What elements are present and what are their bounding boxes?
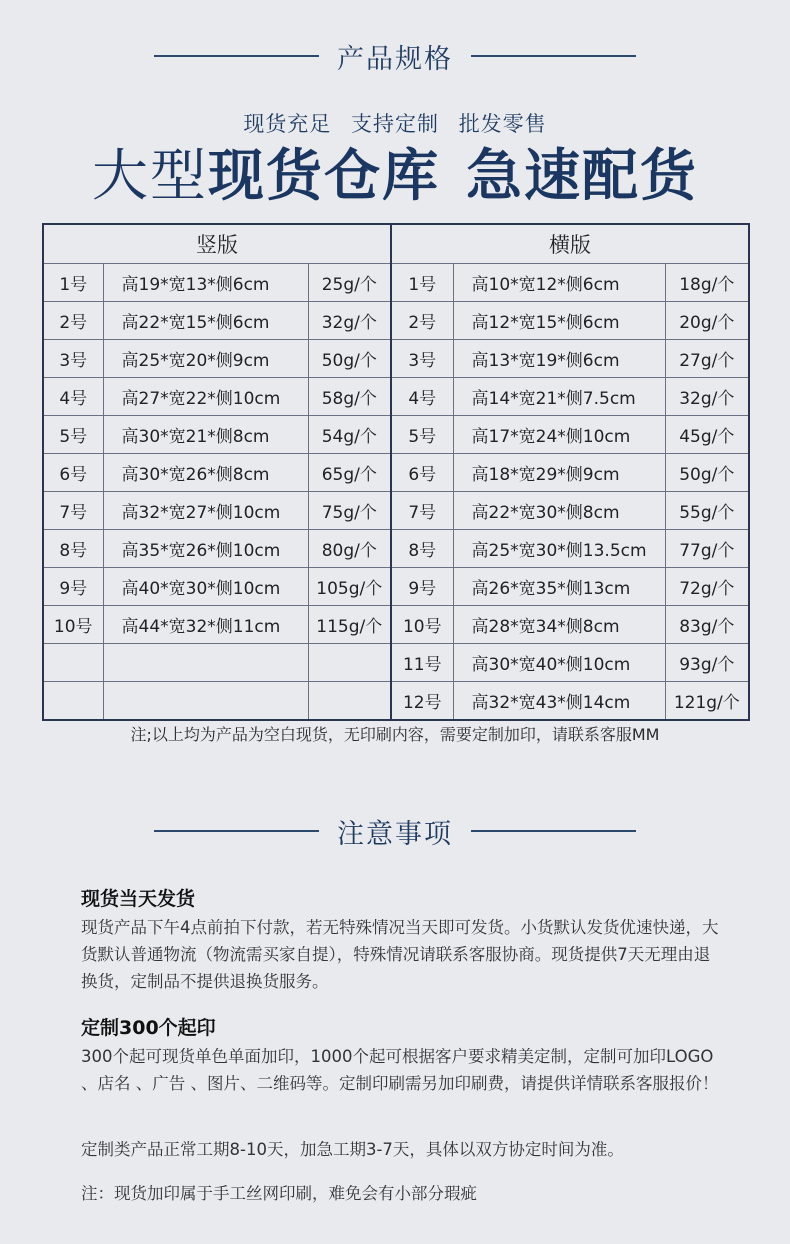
same-day-text: 现货产品下午4点前拍下付款，若无特殊情况当天即可发货。小货默认发货优速快递，大货默认普通物流（物流需买家自提），特殊情况请联系客服协商。现货提供7天无理由退换货，定制品不提供退换货服务。 <box>81 918 719 991</box>
same-day-shipping-block <box>81 884 721 995</box>
vertical-weight-cell: 115g/个 <box>308 606 391 644</box>
horizontal-weight-cell: 27g/个 <box>665 340 749 378</box>
notice-heading-text: 注意事项 <box>337 818 453 850</box>
horizontal-size-cell: 高17*宽24*侧10cm <box>453 416 665 454</box>
vertical-no-cell: 7号 <box>43 492 103 530</box>
heading-line-left <box>154 55 319 57</box>
table-row <box>43 568 749 606</box>
table-note: 注;以上均为产品为空白现货，无印刷内容，需要定制加印，请联系客服MM <box>130 725 660 744</box>
horizontal-no-cell: 1号 <box>391 264 453 302</box>
table-row <box>43 606 749 644</box>
vertical-no-cell <box>43 682 103 721</box>
headline-part-3: 急速配货 <box>466 144 698 209</box>
horizontal-size-cell: 高25*宽30*侧13.5cm <box>453 530 665 568</box>
lead-time-note <box>81 1136 721 1163</box>
vertical-size-cell: 高19*宽13*侧6cm <box>103 264 308 302</box>
vertical-weight-cell: 80g/个 <box>308 530 391 568</box>
horizontal-no-cell: 5号 <box>391 416 453 454</box>
vertical-no-cell: 1号 <box>43 264 103 302</box>
headline <box>0 142 790 212</box>
horizontal-no-cell: 7号 <box>391 492 453 530</box>
horizontal-weight-cell: 32g/个 <box>665 378 749 416</box>
horizontal-size-cell: 高13*宽19*侧6cm <box>453 340 665 378</box>
handmade-text: 注：现货加印属于手工丝网印刷，难免会有小部分瑕疵 <box>81 1184 477 1203</box>
horizontal-no-cell: 12号 <box>391 682 453 721</box>
vertical-no-cell: 2号 <box>43 302 103 340</box>
horizontal-no-cell: 6号 <box>391 454 453 492</box>
horizontal-size-cell: 高28*宽34*侧8cm <box>453 606 665 644</box>
subtitle <box>0 108 790 138</box>
vertical-no-cell: 5号 <box>43 416 103 454</box>
vertical-weight-cell: 25g/个 <box>308 264 391 302</box>
horizontal-no-cell: 4号 <box>391 378 453 416</box>
table-row <box>43 302 749 340</box>
vertical-size-cell: 高30*宽26*侧8cm <box>103 454 308 492</box>
horizontal-weight-cell: 50g/个 <box>665 454 749 492</box>
horizontal-size-cell: 高14*宽21*侧7.5cm <box>453 378 665 416</box>
notice-section-heading <box>0 811 790 851</box>
vertical-size-cell: 高40*宽30*侧10cm <box>103 568 308 606</box>
vertical-header: 竖版 <box>43 224 391 264</box>
heading-line-left <box>154 830 319 832</box>
vertical-no-cell: 8号 <box>43 530 103 568</box>
horizontal-no-cell: 10号 <box>391 606 453 644</box>
horizontal-weight-cell: 121g/个 <box>665 682 749 721</box>
vertical-weight-cell: 65g/个 <box>308 454 391 492</box>
vertical-no-cell: 9号 <box>43 568 103 606</box>
custom-print-block <box>81 1013 721 1097</box>
vertical-size-cell: 高44*宽32*侧11cm <box>103 606 308 644</box>
horizontal-no-cell: 8号 <box>391 530 453 568</box>
vertical-weight-cell: 54g/个 <box>308 416 391 454</box>
horizontal-weight-cell: 45g/个 <box>665 416 749 454</box>
vertical-size-cell <box>103 644 308 682</box>
horizontal-size-cell: 高10*宽12*侧6cm <box>453 264 665 302</box>
horizontal-size-cell: 高32*宽43*侧14cm <box>453 682 665 721</box>
horizontal-header: 横版 <box>391 224 749 264</box>
horizontal-weight-cell: 77g/个 <box>665 530 749 568</box>
horizontal-no-cell: 11号 <box>391 644 453 682</box>
horizontal-no-cell: 3号 <box>391 340 453 378</box>
horizontal-weight-cell: 55g/个 <box>665 492 749 530</box>
horizontal-size-cell: 高22*宽30*侧8cm <box>453 492 665 530</box>
vertical-no-cell: 4号 <box>43 378 103 416</box>
spec-table <box>42 223 750 721</box>
horizontal-size-cell: 高18*宽29*侧9cm <box>453 454 665 492</box>
subtitle-item: 现货充足 <box>243 112 332 136</box>
vertical-size-cell: 高30*宽21*侧8cm <box>103 416 308 454</box>
handmade-note <box>81 1180 721 1207</box>
custom-title: 定制300个起印 <box>81 1017 216 1039</box>
vertical-size-cell: 高32*宽27*侧10cm <box>103 492 308 530</box>
subtitle-item: 批发零售 <box>458 112 547 136</box>
table-row <box>43 644 749 682</box>
horizontal-no-cell: 9号 <box>391 568 453 606</box>
horizontal-size-cell: 高26*宽35*侧13cm <box>453 568 665 606</box>
vertical-weight-cell: 58g/个 <box>308 378 391 416</box>
vertical-weight-cell: 105g/个 <box>308 568 391 606</box>
vertical-size-cell: 高22*宽15*侧6cm <box>103 302 308 340</box>
lead-time-text: 定制类产品正常工期8-10天，加急工期3-7天，具体以双方协定时间为准。 <box>81 1140 624 1159</box>
spec-heading-text: 产品规格 <box>337 43 453 75</box>
vertical-no-cell: 3号 <box>43 340 103 378</box>
headline-part-2: 现货仓库 <box>208 144 440 209</box>
table-row <box>43 378 749 416</box>
vertical-weight-cell: 75g/个 <box>308 492 391 530</box>
vertical-no-cell: 6号 <box>43 454 103 492</box>
horizontal-size-cell: 高12*宽15*侧6cm <box>453 302 665 340</box>
table-row <box>43 682 749 721</box>
table-row <box>43 416 749 454</box>
table-row <box>43 264 749 302</box>
table-row <box>43 340 749 378</box>
table-row <box>43 530 749 568</box>
vertical-no-cell <box>43 644 103 682</box>
vertical-size-cell: 高35*宽26*侧10cm <box>103 530 308 568</box>
horizontal-weight-cell: 83g/个 <box>665 606 749 644</box>
spec-section-heading <box>0 36 790 76</box>
heading-line-right <box>471 830 636 832</box>
table-row <box>43 492 749 530</box>
horizontal-weight-cell: 72g/个 <box>665 568 749 606</box>
vertical-weight-cell <box>308 682 391 721</box>
horizontal-no-cell: 2号 <box>391 302 453 340</box>
horizontal-weight-cell: 20g/个 <box>665 302 749 340</box>
vertical-weight-cell: 32g/个 <box>308 302 391 340</box>
table-header-row <box>43 224 749 264</box>
vertical-size-cell: 高27*宽22*侧10cm <box>103 378 308 416</box>
vertical-weight-cell <box>308 644 391 682</box>
headline-part-1: 大型 <box>92 144 208 209</box>
heading-line-right <box>471 55 636 57</box>
subtitle-item: 支持定制 <box>351 112 439 136</box>
same-day-title: 现货当天发货 <box>81 888 196 910</box>
horizontal-weight-cell: 93g/个 <box>665 644 749 682</box>
horizontal-size-cell: 高30*宽40*侧10cm <box>453 644 665 682</box>
vertical-size-cell: 高25*宽20*侧9cm <box>103 340 308 378</box>
horizontal-weight-cell: 18g/个 <box>665 264 749 302</box>
table-row <box>43 454 749 492</box>
custom-text: 300个起可现货单色单面加印，1000个起可根据客户要求精美定制，定制可加印LOGO 、店名 、广告 、图片、二维码等。定制印刷需另加印刷费，请提供详情联系客服报价！ <box>81 1047 719 1093</box>
vertical-size-cell <box>103 682 308 721</box>
vertical-no-cell: 10号 <box>43 606 103 644</box>
vertical-weight-cell: 50g/个 <box>308 340 391 378</box>
